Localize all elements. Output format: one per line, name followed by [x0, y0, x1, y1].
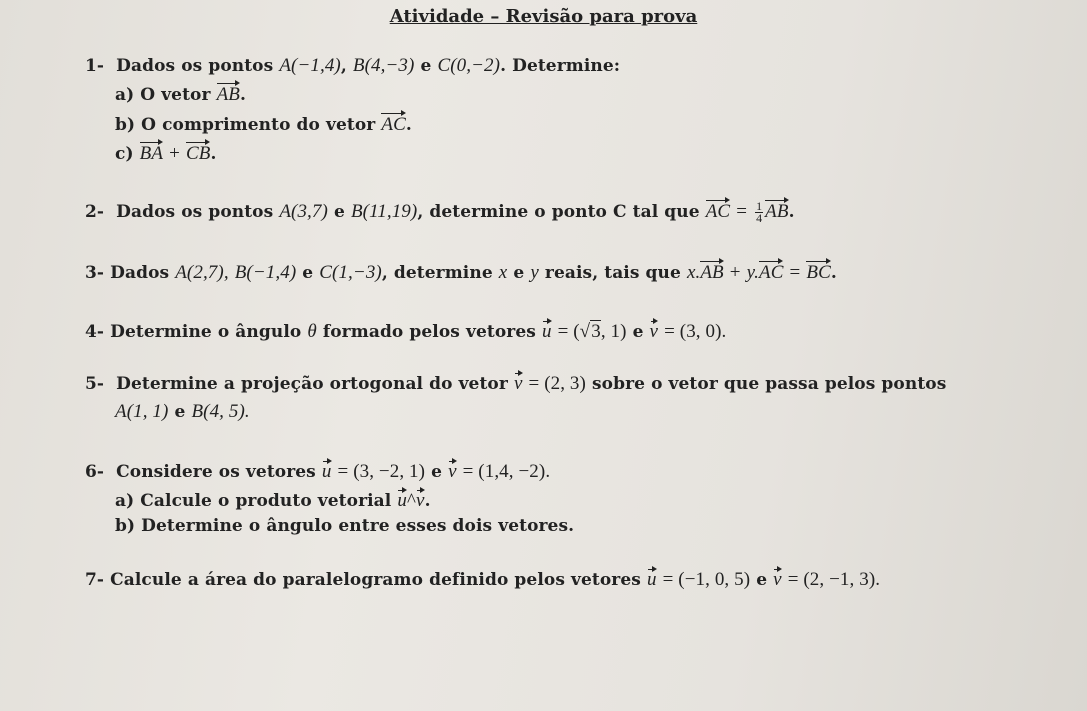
- variable-x: x: [498, 262, 508, 283]
- point-a: A(1, 1): [115, 401, 169, 422]
- vector-ab: AB: [217, 80, 240, 106]
- conjunction: e: [174, 402, 186, 422]
- point-c: C(0,−2): [437, 55, 501, 76]
- vector-ba: BA: [140, 139, 163, 165]
- conjunction: e: [333, 202, 345, 222]
- vector-u-value: = (−1, 0, 5): [662, 569, 751, 590]
- vector-u: u: [647, 566, 657, 591]
- vector-ac: AC: [381, 110, 405, 136]
- point-b: B(11,19): [350, 201, 418, 222]
- theta-symbol: θ: [307, 321, 317, 342]
- conjunction: e: [302, 263, 314, 283]
- question-5: [85, 370, 946, 395]
- vector-u: u: [542, 318, 552, 343]
- plus-sign: +: [729, 262, 741, 283]
- question-text-mid: , determine: [381, 263, 493, 283]
- question-1a: a) O vetor AB.: [115, 80, 246, 106]
- question-1b: b) O comprimento do vetor AC.: [115, 110, 412, 136]
- point-b: B(4,−3): [352, 55, 415, 76]
- vector-ac: AC: [706, 197, 730, 223]
- question-text-mid: sobre o vetor que passa pelos pontos: [591, 374, 947, 394]
- vector-bc: BC: [806, 258, 830, 284]
- item-label: a) Calcule o produto vetorial: [115, 491, 392, 511]
- question-text: Determine o ângulo: [110, 322, 302, 342]
- question-5-cont: [115, 401, 250, 423]
- question-number: 6-: [85, 462, 105, 482]
- point-a: A(2,7),: [175, 262, 229, 283]
- question-6b: [115, 516, 574, 536]
- question-number: 4-: [85, 322, 105, 342]
- vector-v-value: = (2, 3): [528, 373, 586, 394]
- question-number: 5-: [85, 374, 105, 394]
- page-title: Atividade – Revisão para prova: [389, 6, 698, 27]
- plus-sign: +: [169, 143, 180, 164]
- radicand: 3: [591, 321, 601, 342]
- conjunction: e: [756, 570, 768, 590]
- question-number: 7-: [85, 570, 105, 590]
- vector-cb: CB: [186, 139, 210, 165]
- conjunction: e: [420, 56, 432, 76]
- fraction-numerator: 1: [756, 199, 763, 213]
- variable-x: x.: [686, 262, 701, 283]
- question-number: 1-: [85, 56, 105, 76]
- item-label: c): [115, 144, 134, 164]
- variable-y: y.: [746, 262, 759, 283]
- fraction-denominator: 4: [756, 211, 763, 225]
- question-text: Dados os pontos: [116, 56, 274, 76]
- vector-v: v: [514, 370, 523, 395]
- conjunction: e: [431, 462, 443, 482]
- equals-sign: =: [736, 201, 748, 222]
- vector-v: v: [448, 458, 457, 483]
- question-text-mid: , determine o ponto C tal que: [417, 202, 700, 222]
- question-text: Determine a projeção ortogonal do vetor: [116, 374, 508, 394]
- question-number: 3-: [85, 263, 105, 283]
- question-number: 2-: [85, 202, 105, 222]
- question-6a: a) Calcule o produto vetorial u^v.: [115, 487, 431, 512]
- question-3: 3- Dados A(2,7), B(−1,4) e C(1,−3), determine x e y reais, tais que x.AB + y.AC = BC.: [85, 258, 837, 284]
- vector-v-value: = (3, 0).: [664, 321, 727, 342]
- question-text-mid: formado pelos vetores: [322, 322, 536, 342]
- item-label: b) O comprimento do vetor: [115, 115, 376, 135]
- question-4: [85, 318, 726, 343]
- vector-u: u: [397, 487, 407, 512]
- variable-y: y: [530, 262, 539, 283]
- item-label: b) Determine o ângulo entre esses dois vetores.: [115, 516, 575, 536]
- question-text-end: . Determine:: [500, 56, 621, 76]
- point-a: A(−1,4): [279, 55, 341, 76]
- question-text: Considere os vetores: [116, 462, 316, 482]
- point-b: B(4, 5).: [191, 401, 250, 422]
- vector-v: v: [773, 566, 782, 591]
- vector-u-value: = (3, −2, 1): [337, 461, 426, 482]
- vector-ab: AB: [765, 197, 788, 223]
- vector-v: v: [416, 487, 425, 512]
- vector-v-value: = (2, −1, 3).: [787, 569, 881, 590]
- point-b: B(−1,4): [234, 262, 297, 283]
- fraction-one-quarter: [755, 201, 763, 224]
- vector-u: u: [322, 458, 332, 483]
- equals-sign: =: [789, 262, 801, 283]
- point-c: C(1,−3): [319, 262, 382, 283]
- question-text: Calcule a área do paralelogramo definido pelos vetores: [110, 570, 641, 590]
- conjunction: e: [513, 263, 525, 283]
- sqrt-three: √3: [579, 321, 601, 342]
- question-7: [85, 566, 880, 591]
- vector-u-value: = (: [557, 321, 580, 342]
- question-text: Dados os pontos: [116, 202, 274, 222]
- vector-v-value: = (1,4, −2).: [462, 461, 551, 482]
- question-2: 2- Dados os pontos A(3,7) e B(11,19), determine o ponto C tal que AC = $\frac{1}{4}$ AB.: [85, 199, 795, 225]
- conjunction: e: [632, 322, 644, 342]
- question-text: Dados: [110, 263, 170, 283]
- vector-u-value: , 1): [600, 321, 627, 342]
- cross-product-symbol: ^: [407, 490, 417, 511]
- item-label: a) O vetor: [115, 85, 211, 105]
- vector-ac: AC: [759, 258, 783, 284]
- question-1c: c) BA + CB.: [115, 139, 216, 165]
- question-6: [85, 458, 550, 483]
- point-a: A(3,7): [279, 201, 328, 222]
- vector-ab: AB: [700, 258, 723, 284]
- vector-v: v: [650, 318, 659, 343]
- question-text-mid: reais, tais que: [544, 263, 681, 283]
- question-1: 1- Dados os pontos A(−1,4), B(4,−3) e C(0,−2). Determine:: [85, 55, 621, 76]
